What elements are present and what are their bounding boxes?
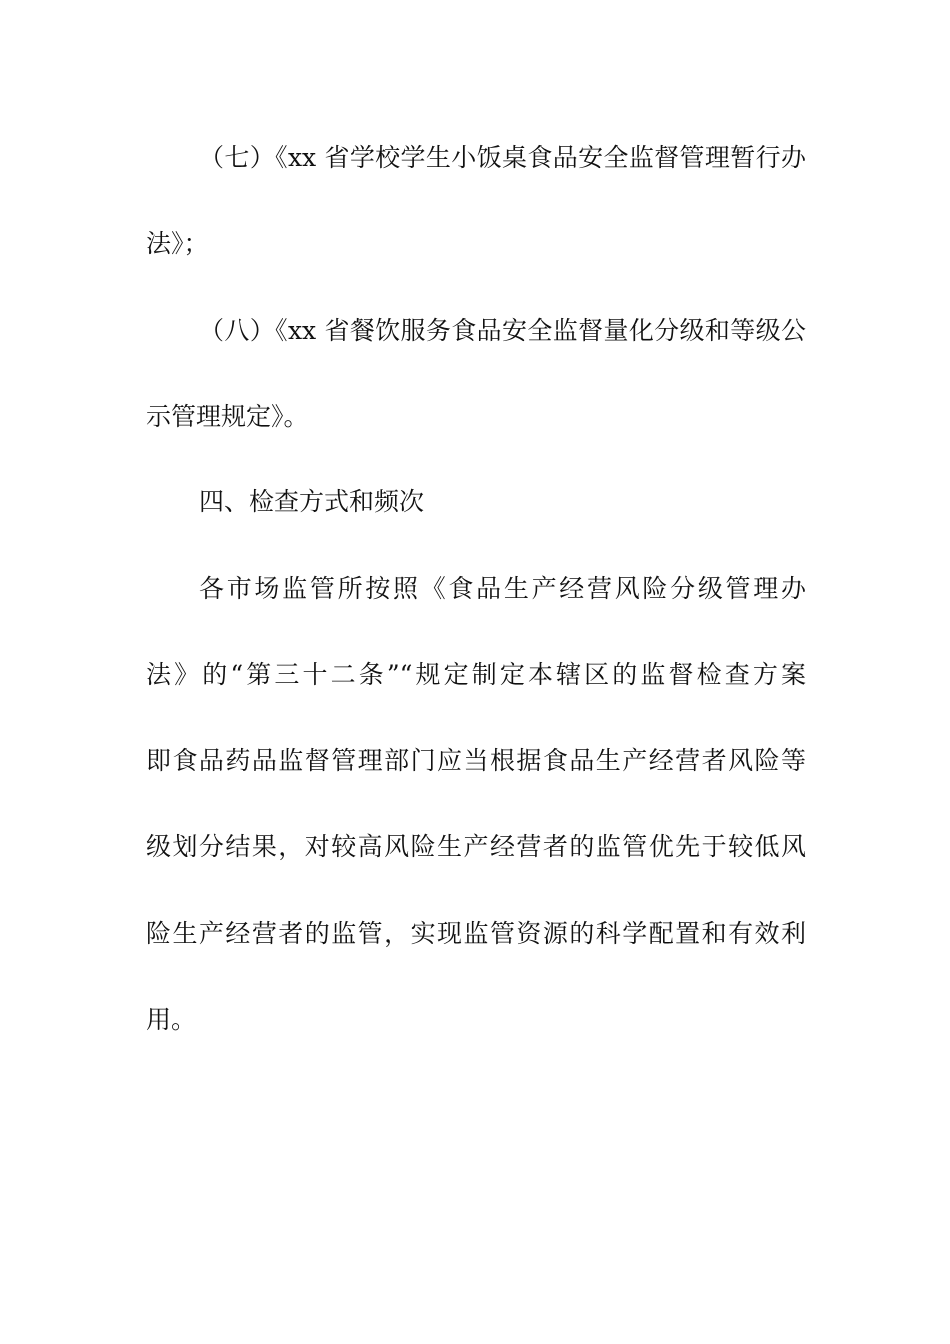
paragraph-line: （八）《xx 省餐饮服务食品安全监督量化分级和等级公 <box>199 316 806 345</box>
paragraph-line: 用。 <box>146 1005 197 1034</box>
paragraph-line: 法》的“第三十二条”“规定制定本辖区的监督检查方案 <box>146 660 806 689</box>
paragraph-line: （七）《xx 省学校学生小饭桌食品安全监督管理暂行办 <box>199 143 806 172</box>
paragraph-line: 各市场监管所按照《食品生产经营风险分级管理办 <box>199 574 806 603</box>
paragraph-line: 法》； <box>146 229 209 258</box>
paragraph-line: 即食品药品监督管理部门应当根据食品生产经营者风险等 <box>146 746 806 775</box>
section-heading: 四、检查方式和频次 <box>199 487 425 516</box>
paragraph-line: 级划分结果，对较高风险生产经营者的监管优先于较低风 <box>146 832 806 861</box>
paragraph-line: 险生产经营者的监管，实现监管资源的科学配置和有效利 <box>146 919 806 948</box>
paragraph-line: 示管理规定》。 <box>146 402 309 431</box>
